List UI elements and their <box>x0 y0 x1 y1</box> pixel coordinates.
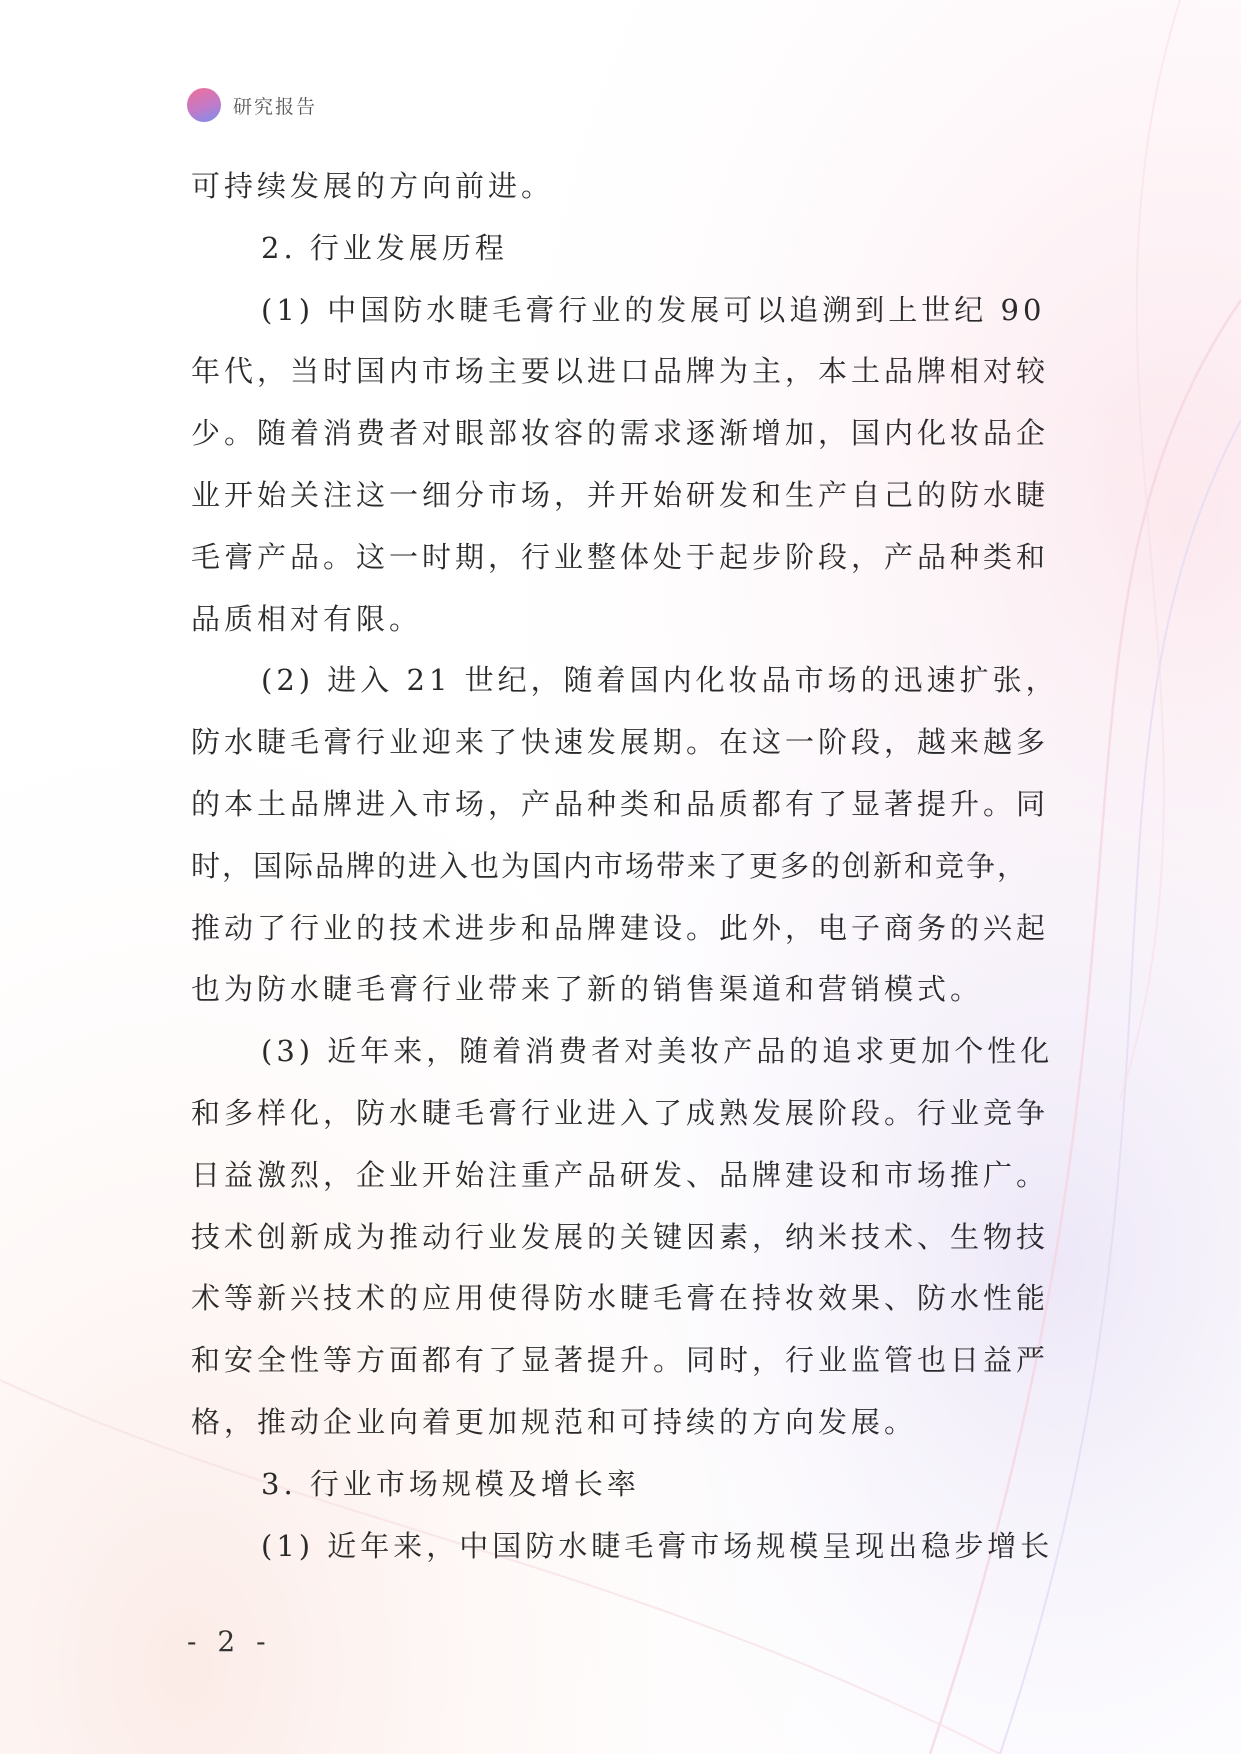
paragraph-line: 技术创新成为推动行业发展的关键因素，纳米技术、生物技 <box>191 1219 1050 1254</box>
paragraph-line: 日益激烈，企业开始注重产品研发、品牌建设和市场推广。 <box>191 1157 1050 1192</box>
paragraph-line: (1) 近年来，中国防水睫毛膏市场规模呈现出稳步增长 <box>261 1528 1054 1563</box>
paragraph-line: (3) 近年来，随着消费者对美妆产品的追求更加个性化 <box>261 1034 1054 1069</box>
paragraph-line: (2) 进入 21 世纪，随着国内化妆品市场的迅速扩张， <box>261 663 1059 698</box>
paragraph-line: 的本土品牌进入市场，产品种类和品质都有了显著提升。同 <box>191 786 1050 821</box>
paragraph-line: 业开始关注这一细分市场，并开始研发和生产自己的防水睫 <box>191 477 1050 512</box>
paragraph-line: 也为防水睫毛膏行业带来了新的销售渠道和营销模式。 <box>191 972 984 1007</box>
paragraph-line: 防水睫毛膏行业迎来了快速发展期。在这一阶段，越来越多 <box>191 725 1050 760</box>
paragraph-line: 格，推动企业向着更加规范和可持续的方向发展。 <box>191 1404 918 1439</box>
paragraph-line: 和安全性等方面都有了显著提升。同时，行业监管也日益严 <box>191 1343 1050 1378</box>
paragraph-line: 和多样化，防水睫毛膏行业进入了成熟发展阶段。行业竞争 <box>191 1095 1050 1130</box>
paragraph-line: 推动了行业的技术进步和品牌建设。此外，电子商务的兴起 <box>191 910 1050 945</box>
paragraph-line: 少。随着消费者对眼部妆容的需求逐渐增加，国内化妆品企 <box>191 416 1050 451</box>
paragraph-line: 年代，当时国内市场主要以进口品牌为主，本土品牌相对较 <box>191 354 1050 389</box>
paragraph-line: 可持续发展的方向前进。 <box>191 169 555 203</box>
section-heading: 2. 行业发展历程 <box>261 230 508 265</box>
header-title: 研究报告 <box>233 95 318 118</box>
report-header <box>187 88 317 122</box>
document-body <box>191 156 1071 1577</box>
logo-circle-icon <box>187 88 221 122</box>
paragraph-line: 时，国际品牌的进入也为国内市场带来了更多的创新和竞争， <box>191 848 1029 883</box>
page-number: - 2 - <box>187 1625 272 1658</box>
section-heading: 3. 行业市场规模及增长率 <box>261 1466 640 1501</box>
paragraph-line: 品质相对有限。 <box>191 601 423 636</box>
paragraph-line: (1) 中国防水睫毛膏行业的发展可以追溯到上世纪 90 <box>261 292 1046 327</box>
paragraph-line: 术等新兴技术的应用使得防水睫毛膏在持妆效果、防水性能 <box>191 1281 1050 1316</box>
paragraph-line: 毛膏产品。这一时期，行业整体处于起步阶段，产品种类和 <box>191 539 1050 574</box>
